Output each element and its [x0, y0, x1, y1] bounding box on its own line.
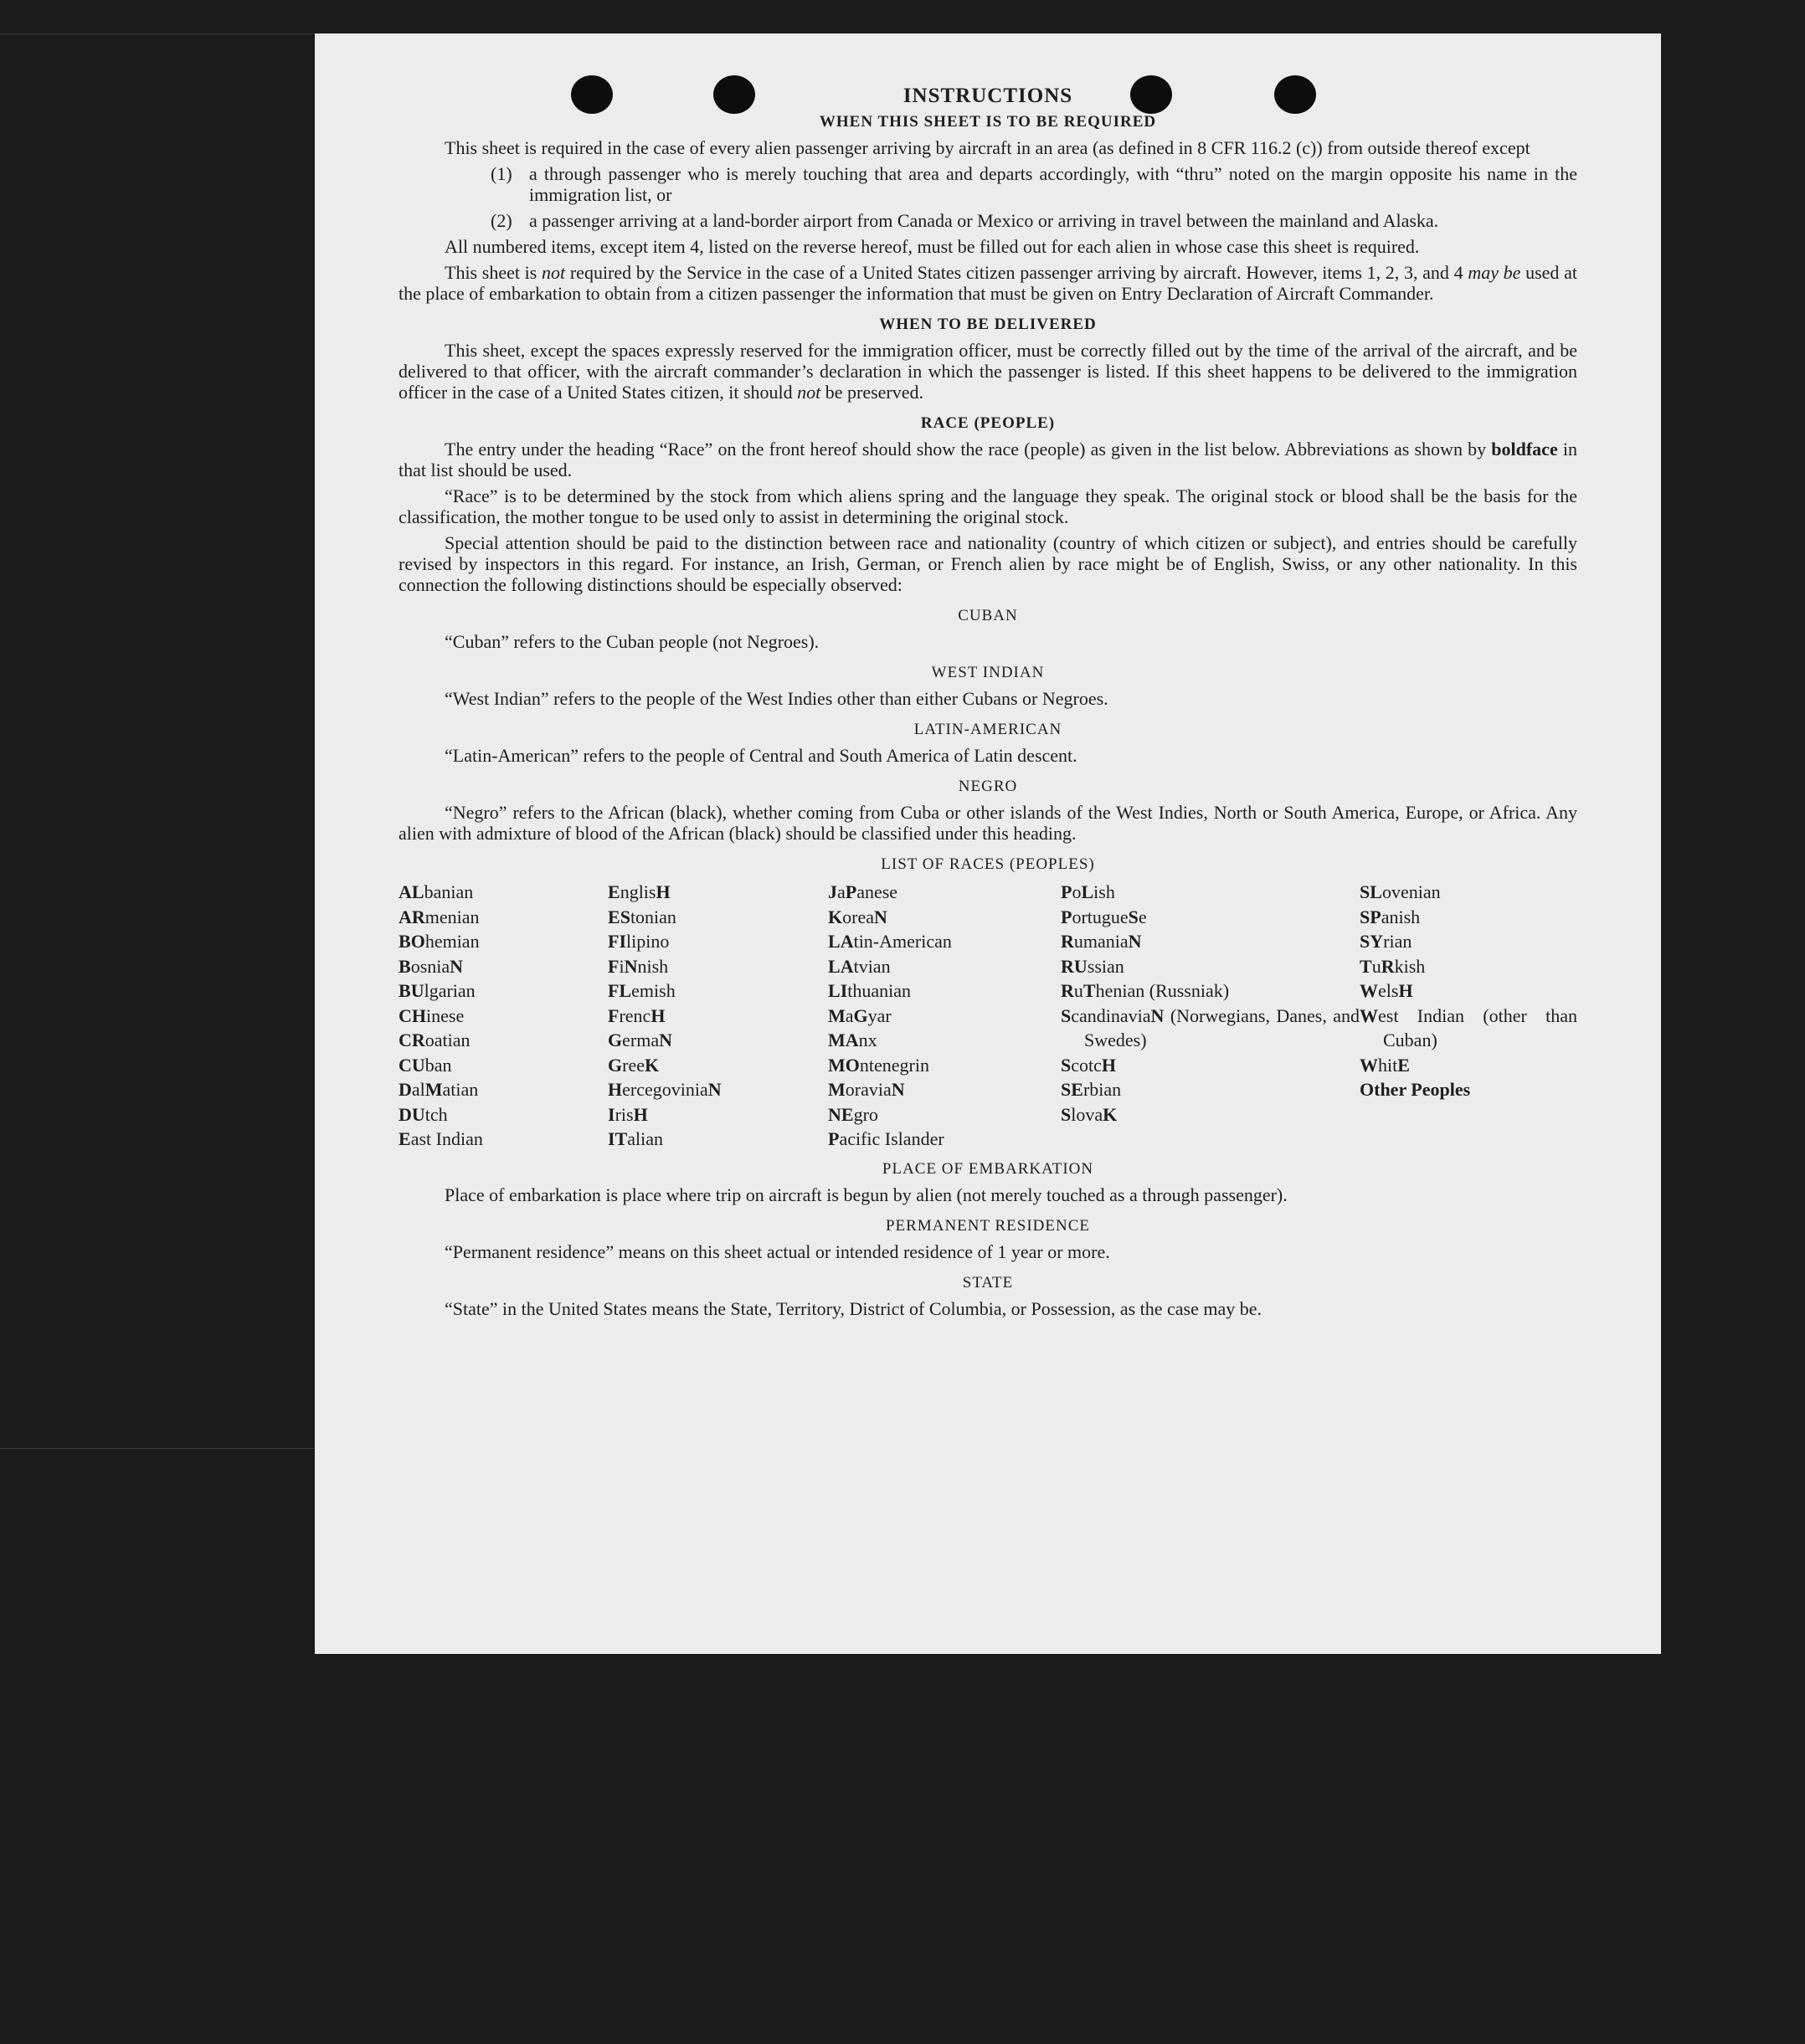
instructions-content: [399, 85, 1577, 1324]
scan-edge-line-top: [0, 33, 315, 34]
race-list-item: WhitE: [1360, 1054, 1410, 1076]
race-list-item: SYrian: [1360, 931, 1412, 952]
race-list-item: Pacific Islander: [828, 1128, 944, 1149]
page-title: INSTRUCTIONS: [902, 85, 1073, 107]
race-list-item: SlovaK: [1061, 1103, 1118, 1125]
race-list-item: PoLish: [1061, 881, 1115, 902]
para-all-items: All numbered items, except item 4, listed on the reverse hereof, must be filled out for each alien in whose case this sheet is required.: [445, 236, 1420, 257]
race-list-item: FiNnish: [608, 955, 669, 977]
race-list-item: RuThenian (Russniak): [1061, 980, 1230, 1001]
race-list-item: NEgro: [828, 1103, 878, 1125]
race-column-1: [399, 880, 608, 1152]
race-list-item: WelsH: [1360, 980, 1413, 1001]
para-state: “State” in the United States means the State, Territory, District of Columbia, or Possession, as the case may be.: [445, 1297, 1262, 1319]
heading-west-indian: WEST INDIAN: [931, 664, 1045, 681]
heading-when-required: WHEN THIS SHEET IS TO BE REQUIRED: [819, 113, 1157, 131]
scan-edge-line-left: [0, 1448, 315, 1449]
para-latin-american: “Latin-American” refers to the people of Central and South America of Latin descent.: [445, 745, 1077, 766]
race-list-item: DUtch: [399, 1103, 448, 1125]
document-page: [315, 33, 1661, 1654]
race-list-item: SLovenian: [1360, 881, 1441, 902]
heading-when-delivered: WHEN TO BE DELIVERED: [879, 316, 1097, 333]
race-list-item: ScandinaviaN (Norwegians, Danes, and Swedes): [1061, 1004, 1360, 1050]
heading-negro: NEGRO: [958, 778, 1018, 795]
race-list-item: CUban: [399, 1054, 452, 1076]
heading-cuban: CUBAN: [958, 607, 1018, 624]
race-list-item: RumaniaN: [1061, 931, 1142, 952]
heading-latin-american: LATIN-AMERICAN: [913, 721, 1062, 738]
para-required-intro: This sheet is required in the case of every alien passenger arriving by aircraft in an area (as defined in 8 CFR 116.2 (c)) from outside thereof except: [445, 137, 1530, 158]
race-list-item: ALbanian: [399, 881, 474, 902]
race-list-item: FIlipino: [608, 931, 670, 952]
race-list-item: GreeK: [608, 1054, 660, 1076]
heading-embarkation: PLACE OF EMBARKATION: [882, 1159, 1094, 1178]
race-list-item: LIthuanian: [828, 980, 912, 1001]
race-list-item: MoraviaN: [828, 1079, 905, 1100]
race-list: [399, 880, 1577, 1152]
race-list-item: HercegoviniaN: [608, 1079, 722, 1100]
para-cuban: “Cuban” refers to the Cuban people (not Negroes).: [445, 631, 820, 652]
race-list-item: MAnx: [828, 1030, 877, 1050]
race-list-item: BUlgarian: [399, 980, 476, 1001]
para-citizen: This sheet is not required by the Service in the case of a United States citizen passenger arriving by aircraft. However, items 1, 2, 3, and 4 may be used at the place of embarkation to obtain from a citizen passenger the information that must be given on Entry Declaration of Aircraft Commander.: [399, 262, 1577, 304]
exception-item-1: [399, 163, 1577, 205]
race-list-item: SErbian: [1061, 1079, 1122, 1100]
race-list-item: Other Peoples: [1360, 1079, 1471, 1100]
race-list-item: East Indian: [399, 1128, 483, 1149]
race-list-item: MaGyar: [828, 1004, 892, 1026]
heading-list-of-races: LIST OF RACES (PEOPLES): [881, 855, 1095, 873]
para-race-nationality: Special attention should be paid to the distinction between race and nationality (country of which citizen or subject), and entries should be carefully revised by inspectors in this regard. For instance, an Irish, German, or French alien by race might be of English, Swiss, or any other nationality. In this connection the following distinctions should be especially observed:: [399, 532, 1577, 595]
race-list-item: GermaN: [608, 1030, 672, 1050]
race-list-item: JaPanese: [828, 881, 898, 902]
heading-race: RACE (PEOPLE): [920, 414, 1056, 432]
race-list-item: ScotcH: [1061, 1054, 1117, 1076]
race-list-item: TuRkish: [1360, 955, 1426, 977]
exception-text: a passenger arriving at a land-border airport from Canada or Mexico or arriving in travel between the mainland and Alaska.: [529, 210, 1439, 231]
race-column-5: [1360, 880, 1577, 1152]
para-permanent-residence: “Permanent residence” means on this sheet actual or intended residence of 1 year or more.: [445, 1240, 1110, 1262]
race-column-3: [828, 880, 1061, 1152]
race-column-2: [608, 880, 828, 1152]
race-list-item: LAtvian: [828, 955, 891, 977]
exception-number: (2): [491, 210, 512, 231]
race-list-item: BOhemian: [399, 931, 480, 952]
heading-state: STATE: [962, 1273, 1014, 1292]
race-list-item: BosniaN: [399, 955, 464, 977]
exception-number: (1): [491, 163, 512, 184]
race-list-item: West Indian (other than Cuban): [1360, 1004, 1577, 1050]
para-delivery: This sheet, except the spaces expressly reserved for the immigration officer, must be correctly filled out by the time of the arrival of the aircraft, and be delivered to that officer, with the aircraft commander’s declaration in which the passenger is listed. If this sheet happens to be delivered to the immigration officer in the case of a United States citizen, it should not be preserved.: [399, 340, 1577, 403]
race-list-item: ITalian: [608, 1128, 664, 1149]
race-list-item: CHinese: [399, 1004, 465, 1026]
exception-text: a through passenger who is merely touching that area and departs accordingly, with “thru” noted on the margin opposite his name in the immigration list, or: [529, 163, 1577, 205]
race-list-item: FLemish: [608, 980, 676, 1001]
race-list-item: SPanish: [1360, 906, 1421, 927]
race-list-item: ARmenian: [399, 906, 480, 927]
race-list-item: CRoatian: [399, 1030, 471, 1050]
race-list-item: DalMatian: [399, 1079, 479, 1100]
race-list-item: LAtin-American: [828, 931, 952, 952]
race-list-item: IrisH: [608, 1103, 648, 1125]
race-column-4: [1061, 880, 1360, 1152]
race-list-item: EStonian: [608, 906, 676, 927]
race-list-item: PortugueSe: [1061, 906, 1147, 927]
race-list-item: KoreaN: [828, 906, 887, 927]
para-negro: “Negro” refers to the African (black), whether coming from Cuba or other islands of the West Indies, North or South America, Europe, or Africa. Any alien with admixture of blood of the African (black) should be classified under this heading.: [399, 802, 1577, 844]
para-embarkation: Place of embarkation is place where trip on aircraft is begun by alien (not merely touched as a through passenger).: [445, 1184, 1288, 1205]
exception-item-2: [399, 210, 1577, 231]
para-race-entry: The entry under the heading “Race” on the front hereof should show the race (people) as given in the list below. Abbreviations as shown by boldface in that list should be used.: [399, 439, 1577, 480]
race-list-item: MOntenegrin: [828, 1054, 929, 1076]
para-race-stock: “Race” is to be determined by the stock from which aliens spring and the language they speak. The original stock or blood shall be the basis for the classification, the mother tongue to be used only to assist in determining the original stock.: [399, 485, 1577, 527]
heading-permanent-residence: PERMANENT RESIDENCE: [885, 1216, 1091, 1235]
race-list-item: RUssian: [1061, 955, 1124, 977]
para-west-indian: “West Indian” refers to the people of the West Indies other than either Cubans or Negroes.: [445, 688, 1108, 709]
race-list-item: EnglisH: [608, 881, 671, 902]
race-list-item: FrencH: [608, 1004, 666, 1026]
